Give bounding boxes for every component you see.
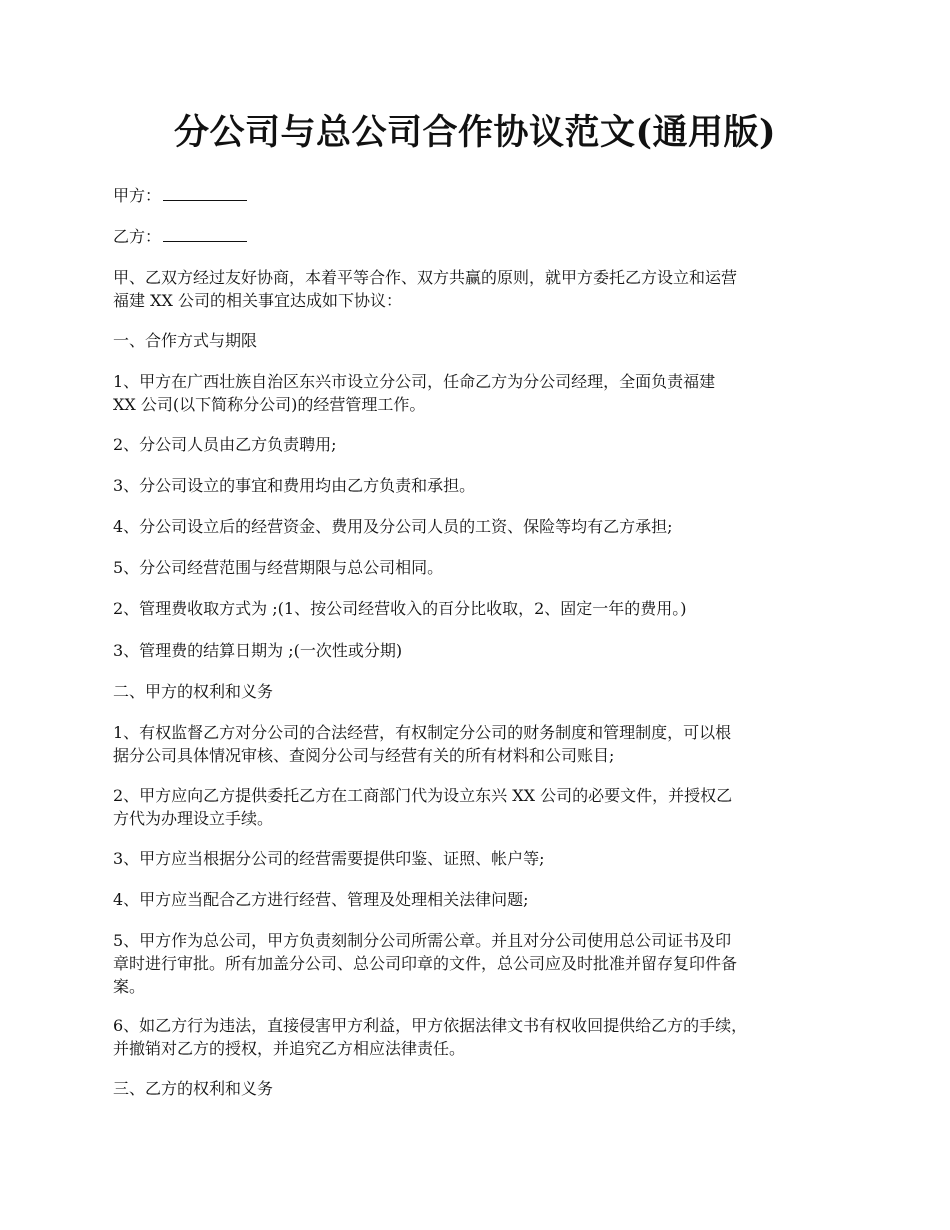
s2-item1-line-1: 1、有权监督乙方对分公司的合法经营，有权制定分公司的财务制度和管理制度，可以根 <box>113 723 732 742</box>
section-1-fee-item-2: 2、管理费收取方式为 ;(1、按公司经营收入的百分比收取，2、固定一年的费用。) <box>113 599 687 618</box>
section-2-item-6 <box>113 1014 838 1060</box>
section-2-item-1 <box>113 721 838 767</box>
party-a-label: 甲方： <box>113 186 162 205</box>
party-b-line <box>113 225 838 248</box>
section-1-item-1 <box>113 370 838 416</box>
intro-line-1: 甲、乙双方经过友好协商，本着平等合作、双方共赢的原则，就甲方委托乙方设立和运营 <box>113 268 738 287</box>
section-2-item-5 <box>113 929 838 998</box>
section-2-heading: 二、甲方的权利和义务 <box>113 682 274 701</box>
section-1-item-5: 5、分公司经营范围与经营期限与总公司相同。 <box>113 558 444 577</box>
section-2-item-3: 3、甲方应当根据分公司的经营需要提供印鉴、证照、帐户等; <box>113 849 545 868</box>
s2-item5-line-2: 章时进行审批。所有加盖分公司、总公司印章的文件，总公司应及时批准并留存复印件备 <box>113 954 738 973</box>
party-b-blank <box>163 225 247 242</box>
party-b-label: 乙方： <box>113 227 162 246</box>
section-1-item-4: 4、分公司设立后的经营资金、费用及分公司人员的工资、保险等均有乙方承担; <box>113 517 673 536</box>
section-1-item-2: 2、分公司人员由乙方负责聘用; <box>113 435 337 454</box>
intro-line-2: 福建 XX 公司的相关事宜达成如下协议： <box>113 291 402 310</box>
s2-item5-line-1: 5、甲方作为总公司，甲方负责刻制分公司所需公章。并且对分公司使用总公司证书及印 <box>113 931 732 950</box>
s1-item1-line-1: 1、甲方在广西壮族自治区东兴市设立分公司，任命乙方为分公司经理，全面负责福建 <box>113 372 716 391</box>
s2-item2-line-2: 方代为办理设立手续。 <box>113 809 274 828</box>
s2-item1-line-2: 据分公司具体情况审核、查阅分公司与经营有关的所有材料和公司账目; <box>113 746 615 765</box>
document-title: 分公司与总公司合作协议范文(通用版) <box>173 112 777 153</box>
s2-item2-line-1: 2、甲方应向乙方提供委托乙方在工商部门代为设立东兴 XX 公司的必要文件，并授权乙 <box>113 786 733 805</box>
section-2-item-2 <box>113 784 838 830</box>
section-2-item-4: 4、甲方应当配合乙方进行经营、管理及处理相关法律问题; <box>113 890 529 909</box>
party-a-line <box>113 184 838 207</box>
s2-item6-line-1: 6、如乙方行为违法，直接侵害甲方利益，甲方依据法律文书有权收回提供给乙方的手续， <box>113 1016 748 1035</box>
s2-item5-line-3: 案。 <box>113 977 146 996</box>
section-1-fee-item-3: 3、管理费的结算日期为 ;(一次性或分期) <box>113 641 403 660</box>
section-3-heading: 三、乙方的权利和义务 <box>113 1079 274 1098</box>
intro-paragraph <box>113 266 838 312</box>
section-1-heading: 一、合作方式与期限 <box>113 331 258 350</box>
s2-item6-line-2: 并撤销对乙方的授权，并追究乙方相应法律责任。 <box>113 1039 466 1058</box>
s1-item1-line-2: XX 公司(以下简称分公司)的经营管理工作。 <box>113 395 426 414</box>
section-1-item-3: 3、分公司设立的事宜和费用均由乙方负责和承担。 <box>113 476 476 495</box>
party-a-blank <box>163 184 247 201</box>
